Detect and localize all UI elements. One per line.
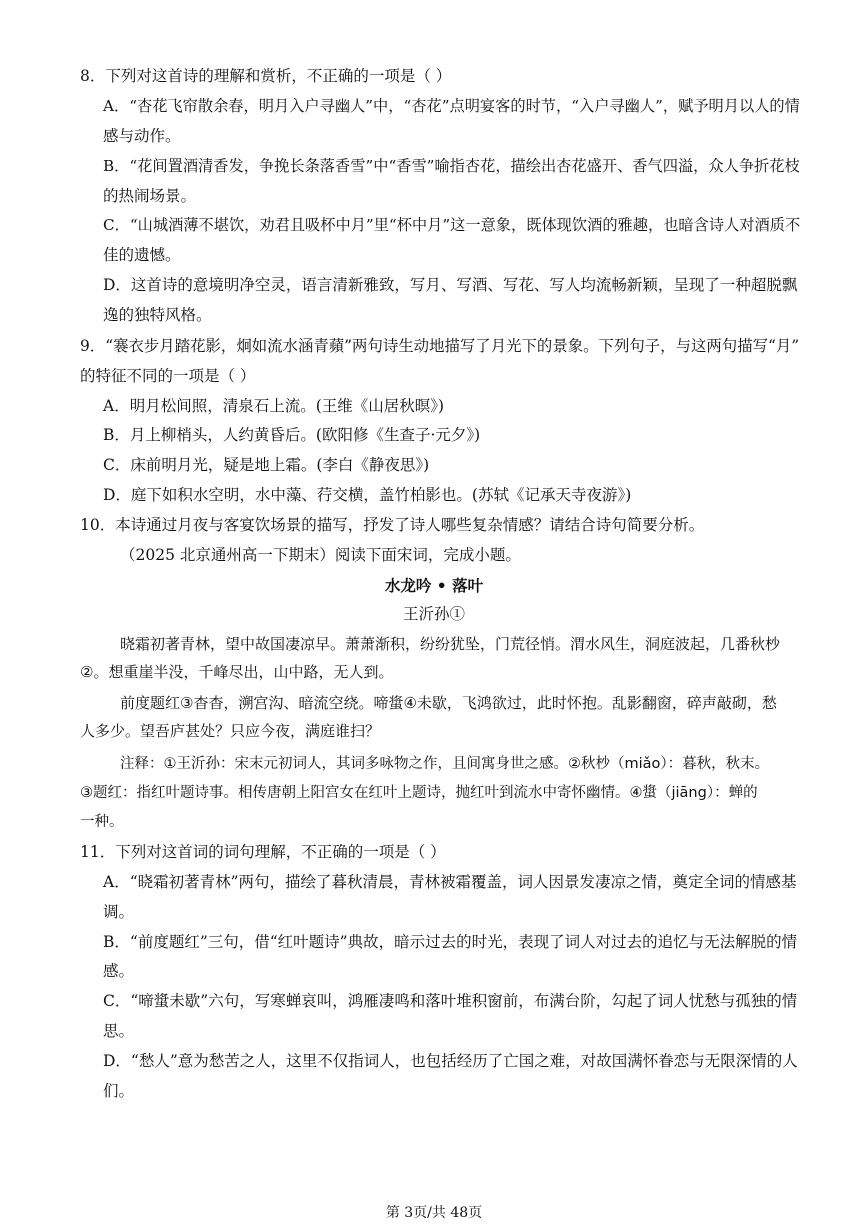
- q8-option-b-line2: 的热闹场景。: [103, 187, 197, 205]
- poem-line-3: 前度题红③杳杳，溯宫沟、暗流空绕。啼螀④未歇，飞鸿欲过，此时怀抱。乱影翻窗，碎声敲砌，愁: [120, 694, 777, 712]
- notes-line-3: 一种。: [80, 814, 124, 830]
- question-11-stem: 11．下列对这首词的词句理解，不正确的一项是（ ）: [80, 843, 446, 861]
- q8-option-a-line2: 感与动作。: [103, 127, 181, 145]
- notes-line-1: 注释：①王沂孙：宋末元初词人，其词多咏物之作，且间寓身世之感。②秋杪（miǎo）：暮秋，秋末。: [120, 756, 770, 772]
- question-8-stem: 8．下列对这首诗的理解和赏析，不正确的一项是（ ）: [80, 67, 452, 85]
- q11-option-d-line1: D．“愁人”意为愁苦之人，这里不仅指词人，也包括经历了亡国之难，对故国满怀眷恋与无限深情的人: [103, 1052, 798, 1070]
- poem-line-4: 人多少。望吾庐甚处？只应今夜，满庭谁扫？: [80, 722, 381, 740]
- reading-intro: （2025 北京通州高一下期末）阅读下面宋词，完成小题。: [120, 546, 521, 564]
- poem-title: 水龙吟 • 落叶: [384, 576, 484, 595]
- poem-line-2: ②。想重崖半没，千峰尽出，山中路，无人到。: [80, 663, 394, 681]
- q8-option-d-line2: 逸的独特风格。: [103, 306, 212, 324]
- poem-author: 王沂孙①: [402, 605, 465, 623]
- q9-option-d: D．庭下如积水空明，水中藻、荇交横，盖竹柏影也。(苏轼《记承天寺夜游》): [103, 486, 632, 504]
- question-10-stem: 10．本诗通过月夜与客宴饮场景的描写，抒发了诗人哪些复杂情感？请结合诗句简要分析。: [80, 516, 705, 534]
- page-number: 第 3页/共 48页: [385, 1205, 483, 1221]
- q11-option-d-line2: 们。: [103, 1082, 135, 1100]
- question-9-stem-line1: 9．“褰衣步月踏花影，炯如流水涵青蘋”两句诗生动地描写了月光下的景象。下列句子，与这两句描写“月”: [80, 337, 800, 355]
- q11-option-c-line2: 思。: [103, 1022, 135, 1040]
- q8-option-b-line1: B．“花间置酒清香发，争挽长条落香雪”中“香雪”喻指杏花，描绘出杏花盛开、香气四溢，众人争折花枝: [103, 157, 800, 175]
- q8-option-a-line1: A．“杏花飞帘散余春，明月入户寻幽人”中，“杏花”点明宴客的时节，“入户寻幽人”，赋予明月以人的情: [103, 97, 800, 115]
- q11-option-b-line2: 感。: [103, 962, 135, 980]
- poem-line-1: 晓霜初著青林，望中故国凄凉早。萧萧渐积，纷纷犹坠，门荒径悄。渭水风生，洞庭波起，几番秋杪: [120, 635, 781, 653]
- q11-option-c-line1: C．“啼螀未歇”六句，写寒蝉哀叫，鸿雁凄鸣和落叶堆积窗前，布满台阶，勾起了词人忧愁与孤独的情: [103, 992, 798, 1010]
- q11-option-b-line1: B．“前度题红”三句，借“红叶题诗”典故，暗示过去的时光，表现了词人对过去的追忆与无法解脱的情: [103, 933, 798, 951]
- question-9-stem-line2: 的特征不同的一项是（ ）: [80, 367, 256, 385]
- q9-option-b: B．月上柳梢头，人约黄昏后。(欧阳修《生查子·元夕》): [103, 426, 481, 444]
- notes-line-2: ③题红：指红叶题诗事。相传唐朝上阳宫女在红叶上题诗，抛红叶到流水中寄怀幽情。④螀（jiāng）：蝉的: [80, 785, 758, 801]
- q11-option-a-line2: 调。: [103, 903, 135, 921]
- q8-option-c-line2: 佳的遗憾。: [103, 246, 181, 264]
- q9-option-c: C．床前明月光，疑是地上霜。(李白《静夜思》): [103, 456, 430, 474]
- q9-option-a: A．明月松间照，清泉石上流。(王维《山居秋暝》): [103, 397, 445, 415]
- q8-option-d-line1: D．这首诗的意境明净空灵，语言清新雅致，写月、写酒、写花、写人均流畅新颖，呈现了一种超脱飘: [103, 276, 798, 294]
- q8-option-c-line1: C．“山城酒薄不堪饮，劝君且吸杯中月”里“杯中月”这一意象，既体现饮酒的雅趣，也暗含诗人对酒质不: [103, 216, 801, 234]
- q11-option-a-line1: A．“晓霜初著青林”两句，描绘了暮秋清晨，青林被霜覆盖，词人因景发凄凉之情，奠定全词的情感基: [103, 873, 797, 891]
